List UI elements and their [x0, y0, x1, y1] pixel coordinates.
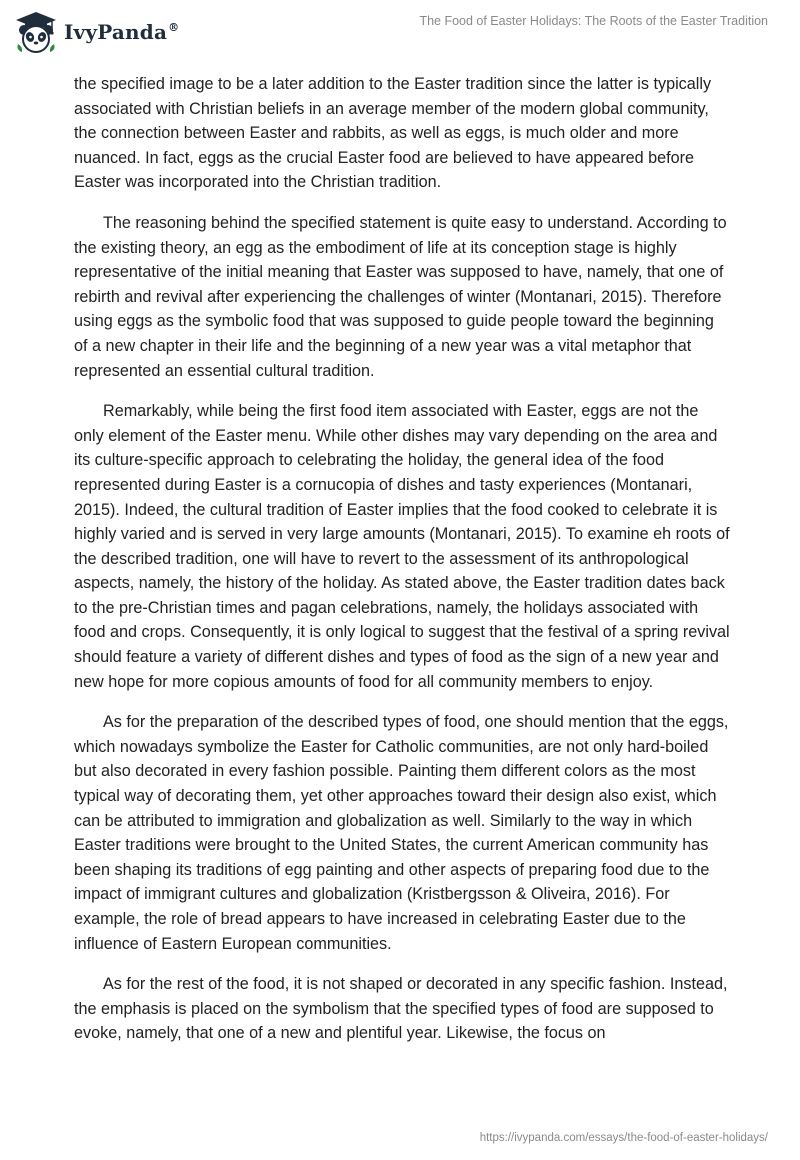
paragraph: the specified image to be a later addition to the Easter tradition since the latter is typically associated with Christian beliefs in an average member of the modern global community, the connection between Easter and rabbits, as well as eggs, is much older and more nuanced. In fact, eggs as the crucial Easter food are believed to have appeared before Easter was incorporated into the Christian tradition. — [74, 75, 712, 192]
source-url[interactable]: https://ivypanda.com/essays/the-food-of-easter-holidays/ — [479, 1132, 768, 1144]
document-title: The Food of Easter Holidays: The Roots of the Easter Tradition — [419, 14, 768, 28]
panda-graduate-icon — [14, 10, 58, 54]
paragraph: As for the rest of the food, it is not shaped or decorated in any specific fashion. Instead, the emphasis is placed on the symbolism that the specified types of food are supposed to evoke, namely, that one of a new and plentiful year. Likewise, the focus on — [74, 975, 728, 1043]
registered-mark: ® — [168, 21, 180, 35]
essay-body — [74, 72, 730, 1062]
paragraph: The reasoning behind the specified statement is quite easy to understand. According to the existing theory, an egg as the embodiment of life at its conception stage is highly representative of the initial meaning that Easter was supposed to have, namely, that one of rebirth and revival after experiencing the challenges of winter (Montanari, 2015). Therefore using eggs as the symbolic food that was supposed to guide people toward the beginning of a new chapter in their life and the beginning of a new year was a vital metaphor that represented an essential cultural tradition. — [74, 213, 727, 380]
paragraph: Remarkably, while being the first food item associated with Easter, eggs are not the only element of the Easter menu. While other dishes may vary depending on the area and its culture-specific approach to celebrating the holiday, the general idea of the food represented during Easter is a cornucopia of dishes and tasty experiences (Montanari, 2015). Indeed, the cultural tradition of Easter implies that the food cooked to celebrate it is highly varied and is served in very large amounts (Montanari, 2015). To examine eh roots of the described tradition, one will have to revert to the assessment of its anthropological aspects, namely, the history of the holiday. As stated above, the Easter tradition dates back to the pre-Christian times and pagan celebrations, namely, the holidays associated with food and crops. Consequently, it is only logical to suggest that the festival of a spring revival should feature a variety of different dishes and types of food as the sign of a new year and new hope for more copious amounts of food for all community members to enjoy. — [74, 402, 730, 691]
page-header — [0, 0, 800, 64]
brand-name: IvyPanda® — [64, 20, 180, 44]
paragraph: As for the preparation of the described types of food, one should mention that the eggs, which nowadays symbolize the Easter for Catholic communities, are not only hard-boiled but also decorated in every fashion possible. Painting them different colors as the most typical way of decorating them, yet other approaches toward their design also exist, which can be attributed to immigration and globalization as well. Similarly to the way in which Easter traditions were brought to the United States, the current American community has been shaping its traditions of egg painting and other aspects of preparing food due to the impact of immigrant cultures and globalization (Kristbergsson & Oliveira, 2016). For example, the role of bread appears to have increased in celebrating Easter due to the influence of Eastern European communities. — [74, 713, 729, 953]
brand-logo[interactable] — [14, 8, 179, 56]
